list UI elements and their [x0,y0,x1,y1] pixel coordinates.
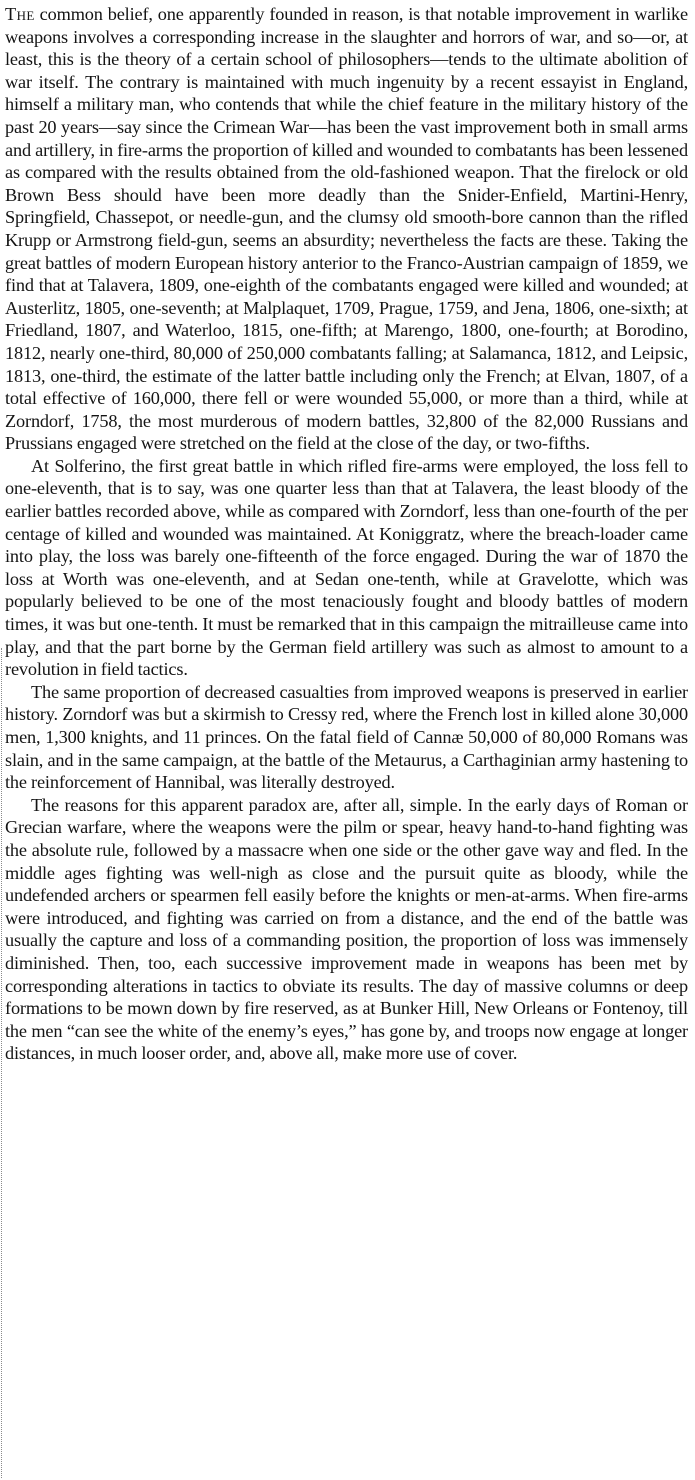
paragraph-4-text: The reasons for this apparent paradox are, after all, simple. In the early days of Roman or Grecian warfare, where the weapons were the pilm or spear, heavy hand-to-hand fighting was the absolute rule, followed by a massacre when one side or the other gave way and fled. In the middle ages fighting was well-nigh as close and the pursuit quite as bloody, while the undefended archers or spearmen fell easily before the knights or men-at-arms. When fire-arms were introduced, and fighting was carried on from a distance, and the end of the battle was usually the capture and loss of a commanding position, the proportion of loss was immensely diminished. Then, too, each successive improvement made in weapons has been met by corresponding alterations in tactics to obviate its results. The day of massive columns or deep formations to be mown down by fire reserved, as at Bunker Hill, New Orleans or Fontenoy, till the men “can see the white of the enemy’s eyes,” has gone by, and troops now engage at longer distances, in much looser order, and, above all, make more use of cover. [5,794,688,1064]
paragraph-3-text: The same proportion of decreased casualties from improved weapons is preserved in earlier history. Zorndorf was but a skirmish to Cressy red, where the French lost in killed alone 30,000 men, 1,300 knights, and 11 princes. On the fatal field of Cannæ 50,000 of 80,000 Romans was slain, and in the same campaign, at the battle of the Metaurus, a Carthaginian army hastening to the reinforcement of Hannibal, was literally destroyed. [5,681,688,793]
paragraph-2-text: At Solferino, the first great battle in which rifled fire-arms were employed, the loss fell to one-eleventh, that is to say, was one quarter less than that at Talavera, the least bloody of the earlier battles recorded above, while as compared with Zorndorf, less than one-fourth of the per centage of killed and wounded was maintained. At Koniggratz, where the breach-loader came into play, the loss was barely one-fifteenth of the force engaged. During the war of 1870 the loss at Worth was one-eleventh, and at Sedan one-tenth, while at Gravelotte, which was popularly believed to be one of the most tenaciously fought and bloody battles of modern times, it was but one-tenth. It must be remarked that in this campaign the mitrailleuse came into play, and that the part borne by the German field artillery was such as almost to amount to a revolution in field tactics. [5,455,688,680]
paragraph-1 [5,3,688,455]
paragraph-3 [5,681,688,794]
article-column [5,3,688,1065]
paragraph-2 [5,455,688,681]
margin-rule [1,648,2,1478]
paragraph-lead-word: The [5,4,35,24]
paragraph-1-text: common belief, one apparently founded in reason, is that notable improvement in warlike weapons involves a corresponding increase in the slaughter and horrors of war, and so—or, at least, this is the theory of a certain school of philosophers—tends to the ultimate abolition of war itself. The contrary is maintained with much ingenuity by a recent essayist in England, himself a military man, who contends that while the chief feature in the military history of the past 20 years—say since the Crimean War—has been the vast improvement both in small arms and artillery, in fire-arms the proportion of killed and wounded to combatants has been lessened as compared with the results obtained from the old-fashioned weapon. That the firelock or old Brown Bess should have been more deadly than the Snider-Enfield, Martini-Henry, Springfield, Chassepot, or needle-gun, and the clumsy old smooth-bore cannon than the rifled Krupp or Armstrong field-gun, seems an absurdity; nevertheless the facts are these. Taking the great battles of modern European history anterior to the Franco-Austrian campaign of 1859, we find that at Talavera, 1809, one-eighth of the combatants engaged were killed and wounded; at Austerlitz, 1805, one-seventh; at Malplaquet, 1709, Prague, 1759, and Jena, 1806, one-sixth; at Friedland, 1807, and Waterloo, 1815, one-fifth; at Marengo, 1800, one-fourth; at Borodino, 1812, nearly one-third, 80,000 of 250,000 combatants falling; at Salamanca, 1812, and Leipsic, 1813, one-third, the estimate of the latter battle including only the French; at Elvan, 1807, of a total effective of 160,000, there fell or were wounded 55,000, or more than a third, while at Zorndorf, 1758, the most murderous of modern battles, 32,800 of the 82,000 Russians and Prussians engaged were stretched on the field at the close of the day, or two-fifths. [5,4,688,454]
paragraph-4 [5,794,688,1065]
